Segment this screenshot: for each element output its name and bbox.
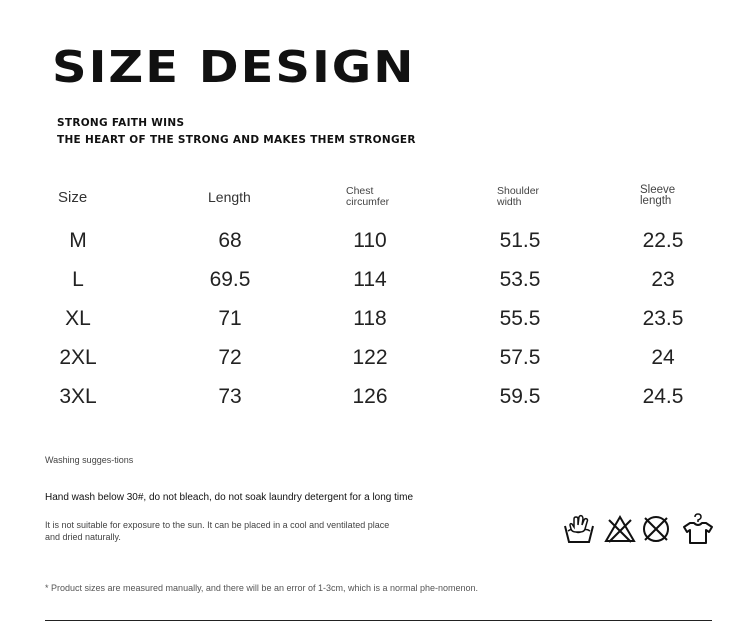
tagline-secondary: THE HEART OF THE STRONG AND MAKES THEM STRONGER bbox=[57, 134, 416, 146]
page-title: SIZE DESIGN bbox=[52, 42, 416, 93]
washing-note: It is not suitable for exposure to the sun. It can be placed in a cool and ventilated place and dried naturally. bbox=[45, 520, 390, 542]
cell-shoulder: 57.5 bbox=[499, 346, 541, 369]
table-row bbox=[0, 268, 750, 307]
cell-sleeve: 24 bbox=[651, 346, 675, 369]
cell-size: 2XL bbox=[59, 346, 97, 369]
measurement-footnote: * Product sizes are measured manually, and there will be an error of 1-3cm, which is a normal phe-nomenon. bbox=[45, 583, 479, 593]
cell-shoulder: 59.5 bbox=[499, 385, 541, 408]
table-row bbox=[0, 307, 750, 346]
bottom-divider bbox=[45, 620, 712, 621]
cell-size: L bbox=[72, 268, 84, 291]
cell-shoulder: 51.5 bbox=[499, 229, 541, 252]
cell-length: 68 bbox=[218, 229, 242, 252]
cell-shoulder: 55.5 bbox=[499, 307, 541, 330]
cell-sleeve: 23 bbox=[651, 268, 675, 291]
cell-chest: 114 bbox=[353, 268, 387, 291]
cell-size: XL bbox=[65, 307, 91, 330]
cell-size: 3XL bbox=[59, 385, 97, 408]
cell-length: 73 bbox=[218, 385, 242, 408]
table-row bbox=[0, 229, 750, 268]
hand-wash-icon bbox=[562, 512, 596, 546]
cell-sleeve: 24.5 bbox=[642, 385, 684, 408]
cell-size: M bbox=[69, 229, 87, 252]
washing-title: Washing sugges-tions bbox=[45, 455, 134, 465]
care-icons bbox=[562, 512, 712, 548]
tagline-primary: STRONG FAITH WINS bbox=[57, 117, 185, 129]
column-header-chest: Chest circumfer bbox=[346, 185, 390, 208]
do-not-bleach-icon bbox=[603, 512, 637, 546]
column-header-shoulder: Shoulder width bbox=[497, 185, 540, 208]
do-not-dry-clean-icon bbox=[639, 512, 673, 546]
cell-chest: 126 bbox=[352, 385, 388, 408]
size-table-body bbox=[0, 229, 750, 424]
cell-sleeve: 23.5 bbox=[642, 307, 684, 330]
table-row bbox=[0, 346, 750, 385]
cell-length: 72 bbox=[218, 346, 242, 369]
washing-instruction: Hand wash below 30#, do not bleach, do not soak laundry detergent for a long time bbox=[45, 492, 414, 503]
column-header-sleeve: Sleeve length bbox=[640, 184, 676, 207]
column-header-length: Length bbox=[208, 189, 251, 205]
cell-length: 69.5 bbox=[209, 268, 251, 291]
cell-chest: 118 bbox=[353, 307, 387, 330]
cell-length: 71 bbox=[218, 307, 242, 330]
cell-sleeve: 22.5 bbox=[642, 229, 684, 252]
cell-chest: 110 bbox=[353, 229, 387, 252]
cell-chest: 122 bbox=[352, 346, 388, 369]
dry-naturally-icon bbox=[681, 512, 715, 546]
cell-shoulder: 53.5 bbox=[499, 268, 541, 291]
column-header-size: Size bbox=[58, 189, 88, 206]
table-row bbox=[0, 385, 750, 424]
